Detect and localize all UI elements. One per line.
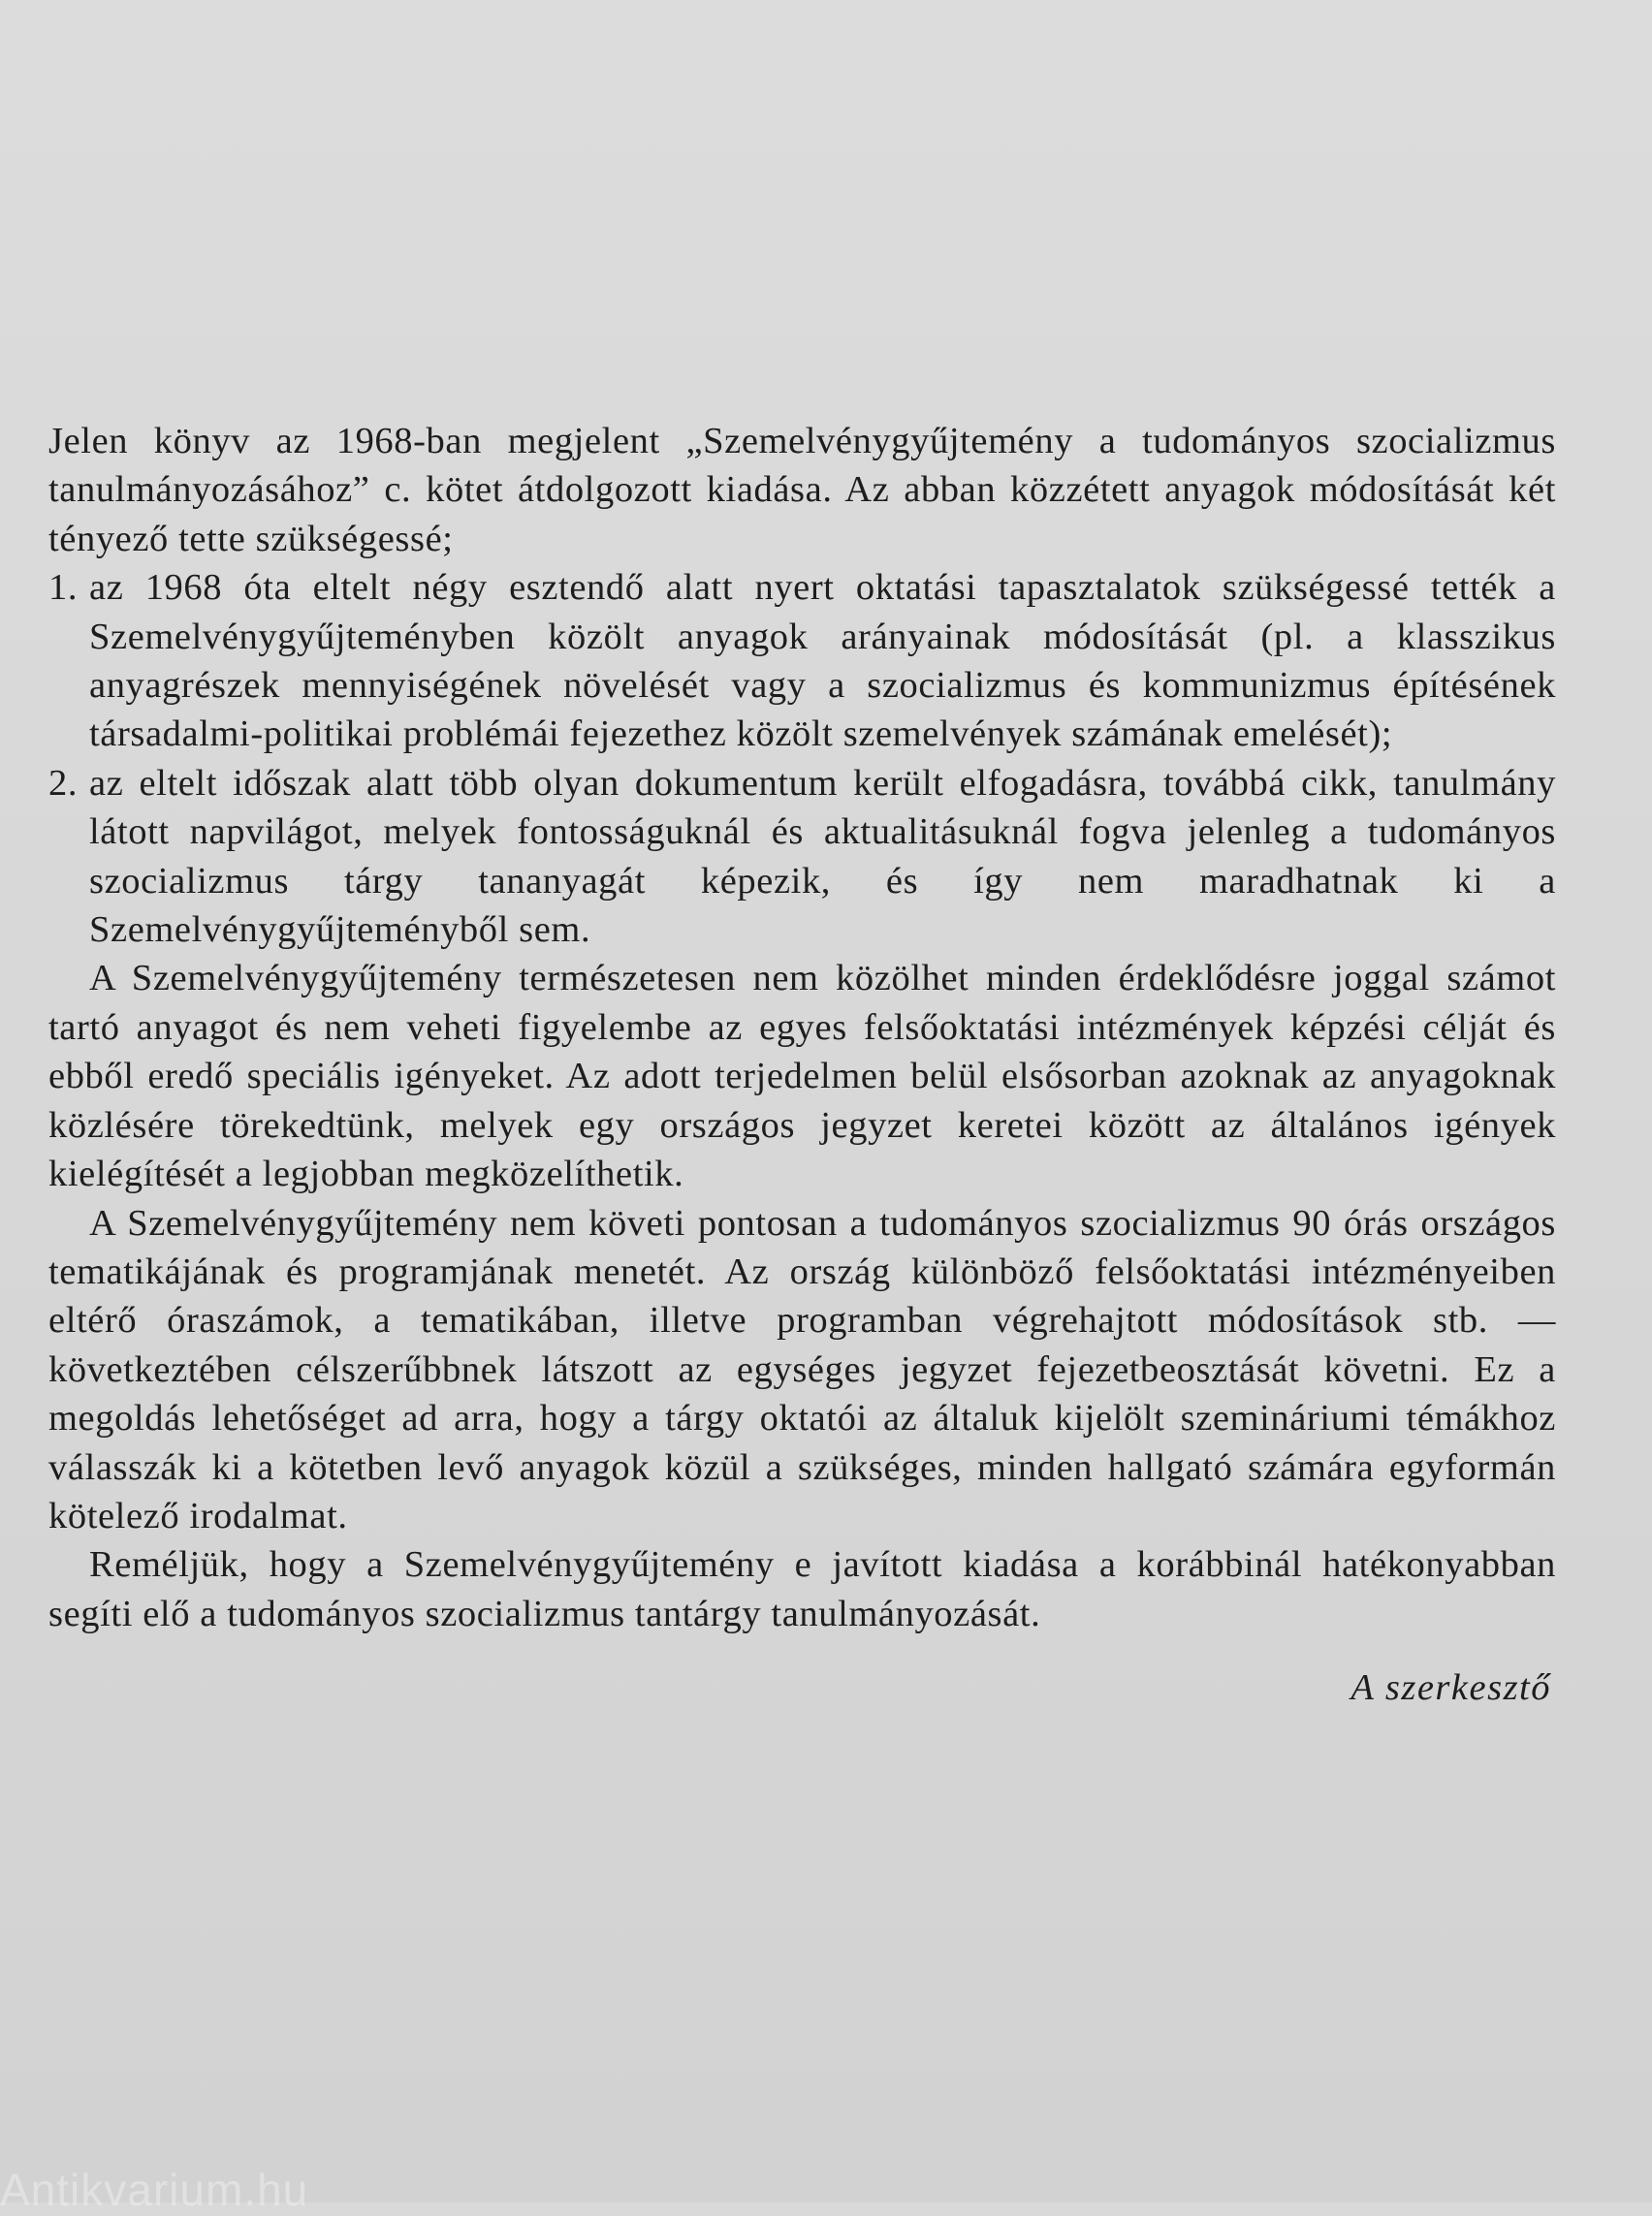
list-item — [48, 563, 1556, 759]
editor-signature: A szerkesztő — [1350, 1667, 1551, 1709]
list-item-text: az eltelt időszak alatt több olyan dokumentum került elfogadásra, továbbá cikk, tanulmány látott napvilágot, melyek fontosságuknál és aktualitásuknál fogva jelenleg a tudományos szocializmus tárgy tananyagát képezik, és így nem maradhatnak ki a Szemelvénygyűjteményből sem. — [89, 762, 1556, 951]
list-item-number: 2. — [48, 762, 79, 804]
list-item — [48, 759, 1556, 955]
watermark: Antikvarium.hu — [0, 2165, 309, 2215]
paragraph-structure: A Szemelvénygyűjtemény nem követi pontosan a tudományos szocializmus 90 órás országos tematikájának és programjának menetét. Az ország különböző felsőoktatási intézményeiben eltérő óraszámok, a tematikában, illetve programban végrehajtott módosítások stb. — következtében célszerűbbnek látszott az egységes jegyzet fejezetbeosztását követni. Ez a megoldás lehetőséget ad arra, hogy a tárgy oktatói az általuk kijelölt szemináriumi témákhoz válasszák ki a kötetben levő anyagok közül a szükséges, minden hallgató számára egyformán kötelező irodalmat. — [48, 1202, 1556, 1536]
list-item-text: az 1968 óta eltelt négy esztendő alatt nyert oktatási tapasztalatok szükségessé tették a Szemelvénygyűjteményben közölt anyagok arányainak módosítását (pl. a klasszikus anyagrészek mennyiségének növelését vagy a szocializmus és kommunizmus építésének társadalmi-politikai problémái fejezethez közölt szemelvények számának emelését); — [89, 567, 1556, 755]
list-item-number: 1. — [48, 567, 79, 609]
paragraph-scope: A Szemelvénygyűjtemény természetesen nem közölhet minden érdeklődésre joggal számot tartó anyagot és nem veheti figyelembe az egyes felsőoktatási intézmények képzési célját és ebből eredő speciális igényeket. Az adott terjedelmen belül elsősorban azoknak az anyagoknak közlésére törekedtünk, melyek egy országos jegyzet keretei között az általános igények kielégítését a legjobban megközelíthetik. — [48, 958, 1556, 1195]
paragraph-closing: Reméljük, hogy a Szemelvénygyűjtemény e javított kiadása a korábbinál hatékonyabban segíti elő a tudományos szocializmus tantárgy tanulmányozását. — [48, 1544, 1556, 1634]
body-text — [48, 417, 1556, 1713]
intro-paragraph: Jelen könyv az 1968-ban megjelent „Szemelvénygyűjtemény a tudományos szocializmus tanulmányozásához” c. kötet átdolgozott kiadása. Az abban közzétett anyagok módosítását két tényező tette szükségessé; — [48, 421, 1556, 559]
